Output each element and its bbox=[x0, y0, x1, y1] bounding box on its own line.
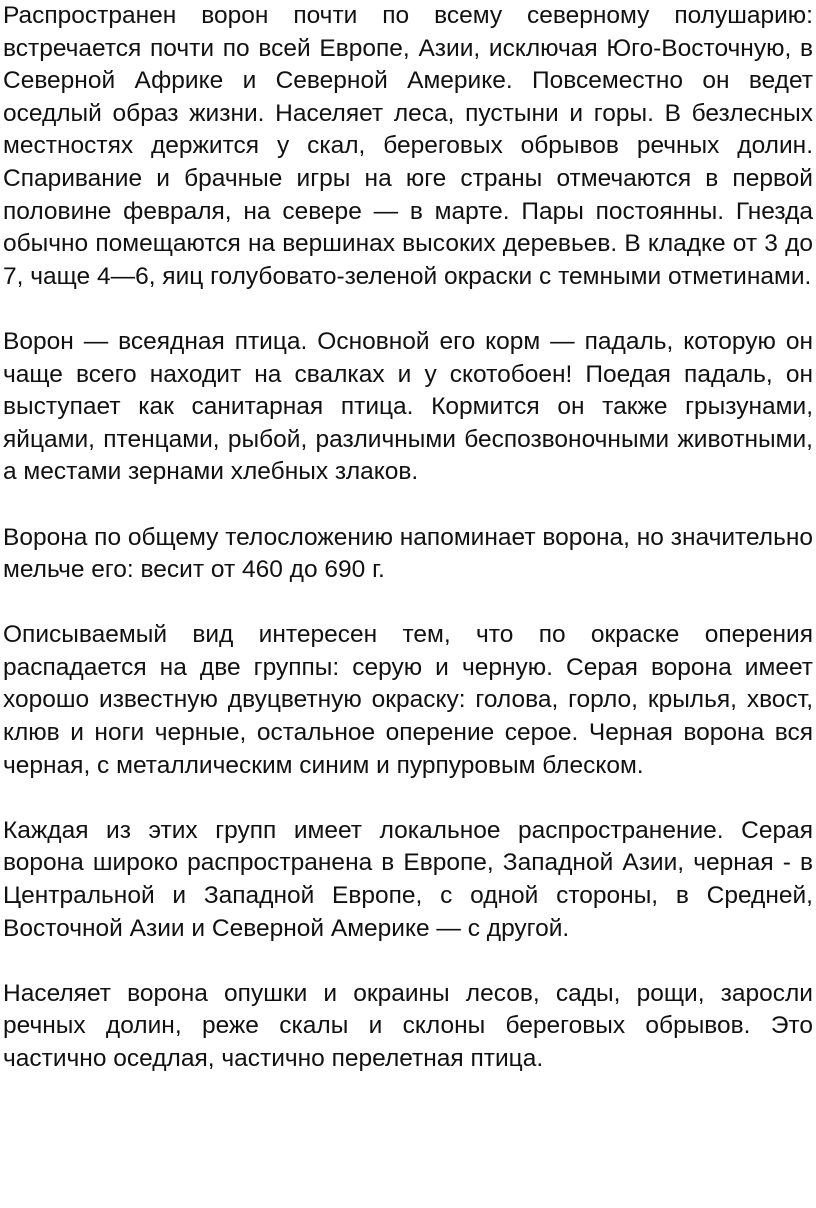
paragraph-crow-habitat: Населяет ворона опушки и окраины лесов, сады, рощи, заросли речных долин, реже скалы и склоны береговых обрывов. Это частично оседлая, частично перелетная птица. bbox=[3, 979, 813, 1072]
paragraph-crow-coloration: Описываемый вид интересен тем, что по окраске оперения распадается на две группы: серую и черную. Серая ворона имеет хорошо известную двуцветную окраску: голова, горло, крылья, хвост, клюв и ноги черные, остальное оперение серое. Черная ворона вся черная, с металлическим синим и пурпуровым блеском. bbox=[3, 621, 813, 779]
paragraph-crow-size: Ворона по общему телосложению напоминает ворона, но значительно мельче его: весит от 460 до 690 г. bbox=[3, 523, 813, 584]
document-page bbox=[3, 0, 813, 1076]
paragraph-raven-range: Распространен ворон почти по всему северному полушарию: встречается почти по всей Европе, Азии, исключая Юго-Восточную, в Северной Африке и Северной Америке. Повсеместно он ведет оседлый образ жизни. Населяет леса, пустыни и горы. В безлесных местностях держится у скал, береговых обрывов речных долин. Спаривание и брачные игры на юге страны отмечаются в первой половине февраля, на севере — в марте. Пары постоянны. Гнезда обычно помещаются на вершинах высоких деревьев. В кладке от 3 до 7, чаще 4—6, яиц голубовато-зеленой окраски с темными отметинами. bbox=[3, 2, 813, 290]
paragraph-raven-diet: Ворон — всеядная птица. Основной его корм — падаль, которую он чаще всего находит на свалках и у скотобоен! Поедая падаль, он выступает как санитарная птица. Кормится он также грызунами, яйцами, птенцами, рыбой, различными беспозвоночными животными, а местами зернами хлебных злаков. bbox=[3, 327, 813, 486]
paragraph-crow-distribution: Каждая из этих групп имеет локальное распространение. Серая ворона широко распространена в Европе, Западной Азии, черная - в Центральной и Западной Европе, с одной стороны, в Средней, Восточной Азии и Северной Америке — с другой. bbox=[3, 816, 813, 942]
